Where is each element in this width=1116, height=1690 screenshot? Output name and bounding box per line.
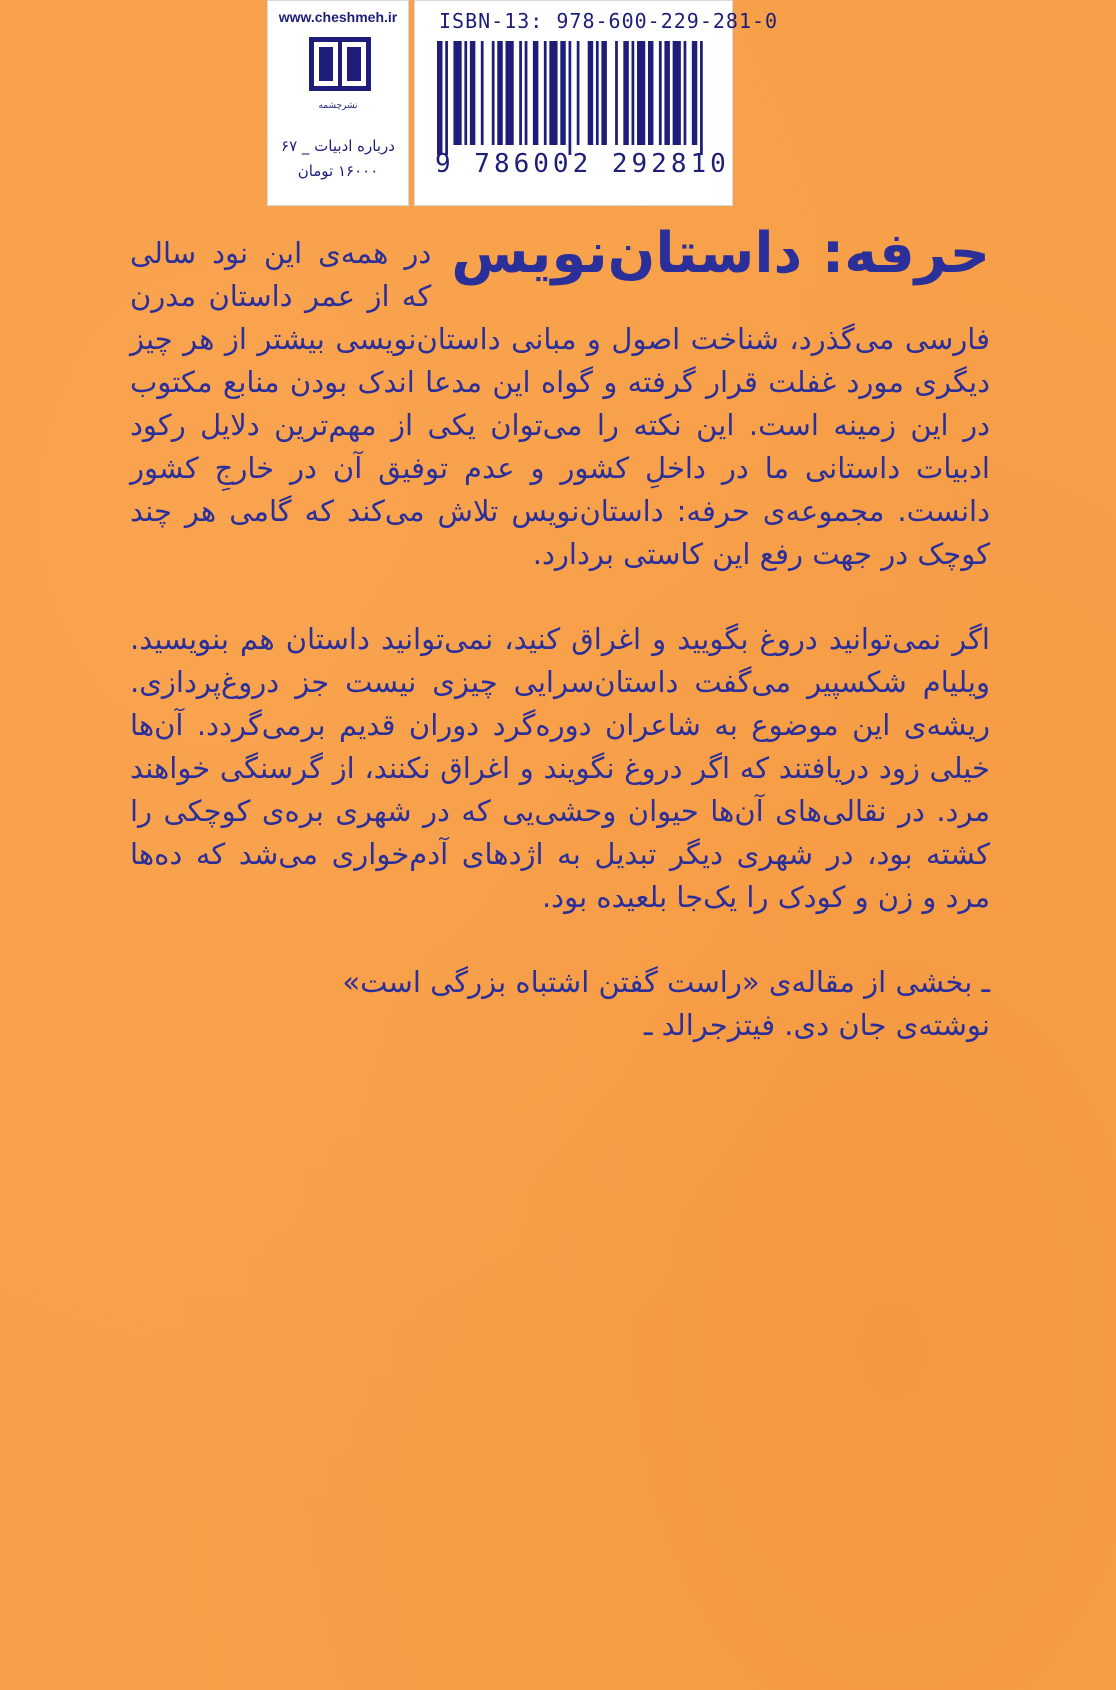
barcode-bar	[445, 41, 448, 155]
barcode-bar	[549, 41, 557, 145]
barcode-bar	[664, 41, 669, 145]
barcode-digits: 9 786002 292810	[435, 149, 730, 179]
barcode-bar	[648, 41, 653, 145]
barcode-bar	[525, 41, 528, 145]
barcode-bar	[637, 41, 645, 145]
barcode-bar	[481, 41, 484, 145]
barcode-bar	[601, 41, 606, 145]
intro-paragraph-text: در همه‌ی این نود سالی که از عمر داستان مدرن فارسی می‌گذرد، شناخت اصول و مبانی داستان‌نویسی بیشتر از هر چیز دیگری مورد غفلت قرار گرفته و گواه این مدعا اندک بودن منابع مکتوب در این زمینه است. این نکته را می‌توان یکی از مهم‌ترین دلایل رکود ادبیات داستانی ما در داخلِ کشور و عدم توفیق آن در خارجِ کشور دانست. مجموعه‌ی حرفه: داستان‌نویس تلاش می‌کند که گامی هر چند کوچک در جهت رفع این کاستی بردارد.	[130, 236, 990, 571]
barcode-bar	[623, 41, 628, 145]
quote-source	[130, 961, 990, 1047]
intro-paragraph	[130, 221, 990, 576]
barcode-bar	[577, 41, 580, 145]
barcode-bar	[544, 41, 547, 145]
barcode-bar	[497, 41, 502, 145]
barcode-bar	[437, 41, 442, 155]
back-cover-text	[130, 221, 990, 1047]
series-label: درباره ادبیات _ ۶۷	[281, 137, 395, 155]
barcode-bar	[533, 41, 538, 145]
barcode-bar	[569, 41, 572, 155]
barcode-icon	[437, 41, 711, 155]
barcode-bar	[673, 41, 681, 145]
price-label: ۱۶۰۰۰ تومان	[297, 162, 379, 180]
publisher-box	[267, 0, 409, 206]
barcode-bar	[506, 41, 514, 145]
publisher-url: www.cheshmeh.ir	[278, 9, 398, 25]
quote-source-line-1: ـ بخشی از مقاله‌ی «راست گفتن اشتباه بزرگی است»	[342, 965, 990, 999]
barcode-bar	[470, 41, 475, 145]
barcode-bar	[692, 41, 697, 145]
book-title: حرفه: داستان‌نویس	[451, 221, 990, 286]
barcode-bar	[632, 41, 635, 145]
barcode-bar	[659, 41, 662, 145]
barcode-bar	[684, 41, 687, 145]
barcode-bar	[492, 41, 495, 145]
excerpt-paragraph: اگر نمی‌توانید دروغ بگویید و اغراق کنید، نمی‌توانید داستان هم بنویسید. ویلیام شکسپیر می‌گفت داستان‌سرایی چیزی نیست جز دروغ‌پردازی. ریشه‌ی این موضوع به شاعران دوره‌گرد دوران قدیم برمی‌گردد. آن‌ها خیلی زود دریافتند که اگر دروغ نگویند و اغراق نکنند، از گرسنگی خواهند مرد. در نقالی‌های آن‌ها حیوان وحشی‌یی که در شهری بره‌ی کوچکی را کشته بود، در شهری دیگر تبدیل به اژدهای آدم‌خواری می‌شد که ده‌ها مرد و زن و کودک را یک‌جا بلعیده بود.	[130, 622, 990, 914]
quote-source-line-2: نوشته‌ی جان دی. فیتزجرالد ـ	[643, 1008, 990, 1042]
publisher-logo-label: نشرچشمه	[318, 101, 358, 111]
barcode-bar	[519, 41, 522, 145]
barcode-bar	[596, 41, 599, 145]
isbn-box	[414, 0, 779, 206]
barcode-bar	[700, 41, 703, 155]
barcode-bar	[615, 41, 618, 145]
open-book-icon	[307, 31, 373, 97]
isbn-label: ISBN-13: 978-600-229-281-0	[439, 9, 779, 33]
barcode-bar	[453, 41, 461, 145]
barcode-bar	[560, 41, 565, 145]
barcode-bar	[464, 41, 467, 145]
barcode-bar	[588, 41, 593, 145]
